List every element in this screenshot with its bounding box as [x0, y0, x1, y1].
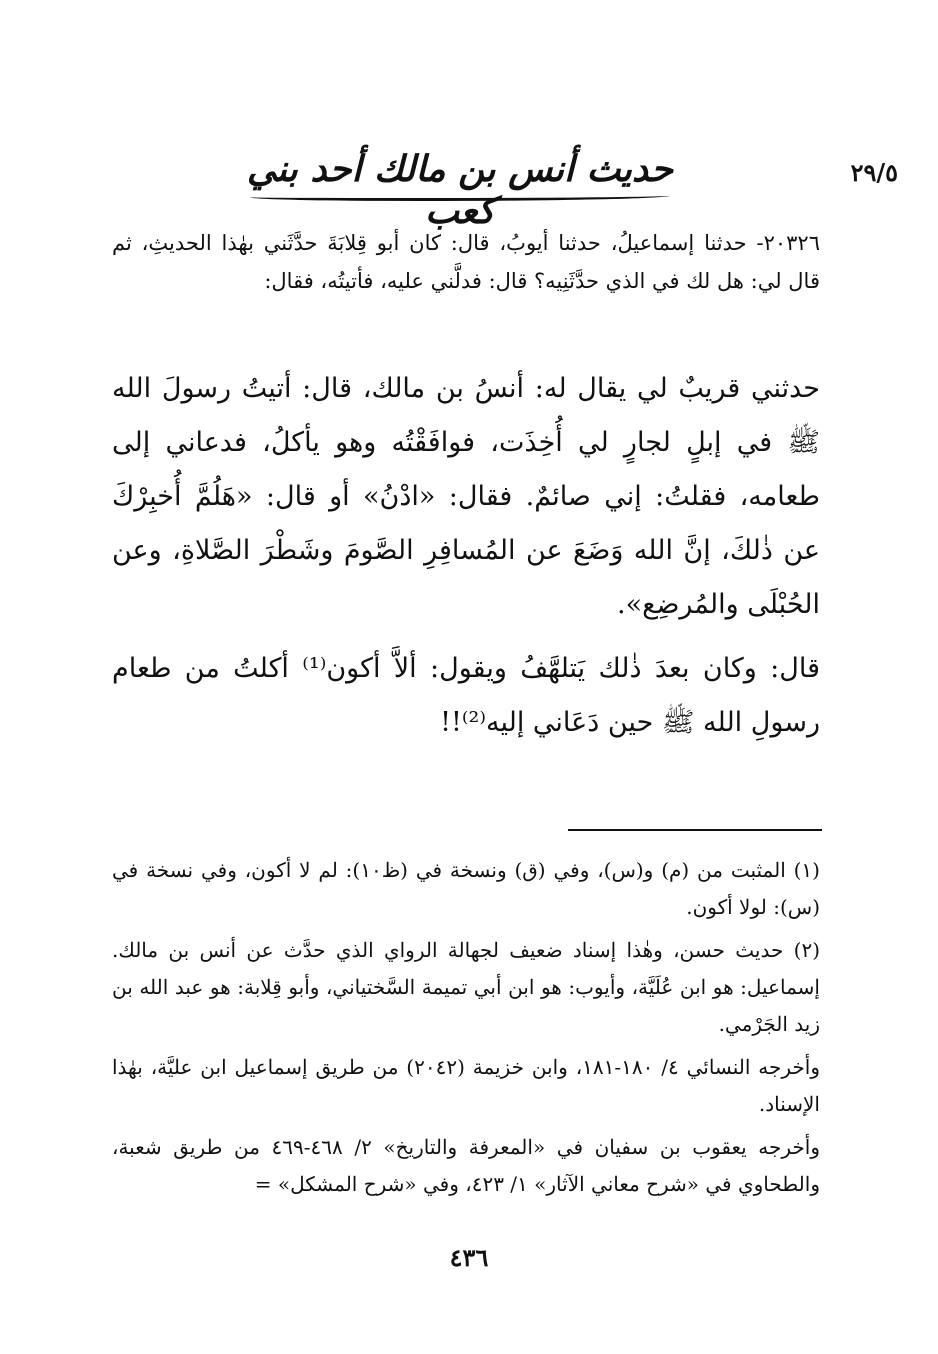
footnote-separator	[568, 829, 822, 831]
footnote: (٢) حديث حسن، وهٰذا إسناد ضعيف لجهالة الرواي الذي حدَّث عن أنس بن مالك. إسماعيل: هو ابن عُلَيَّة، وأيوب: هو ابن أبي تميمة السَّختياني، وأبو قِلابة: هو عبد الله بن زيد الجَرْمي.	[112, 938, 820, 1036]
hadith-text	[112, 362, 820, 750]
footnote: (١) المثبت من (م) و(س)، وفي (ق) ونسخة في (ظ١٠): لم لا أكون، وفي نسخة في (س): لولا أكون.	[112, 858, 820, 919]
page-number: ٤٣٦	[449, 1243, 489, 1272]
footnote: وأخرجه النسائي ٤/ ١٨٠-١٨١، وابن خزيمة (٢٠٤٢) من طريق إسماعيل ابن عليَّة، بهٰذا الإسناد.	[112, 1055, 820, 1116]
section-title: حديث أنس بن مالك أحد بني كعب	[246, 148, 674, 232]
hadith-paragraph: قال: وكان بعدَ ذٰلك يَتلهَّفُ ويقول: ألاَّ أكون⁽¹⁾ أكلتُ من طعام رسولِ الله ﷺ حين دَعَاني إليه⁽²⁾!!	[112, 653, 820, 738]
footnote: وأخرجه يعقوب بن سفيان في «المعرفة والتاريخ» ٢/ ٤٦٨-٤٦٩ من طريق شعبة، والطحاوي في «شرح معاني الآثار» ١/ ٤٢٣، وفي «شرح المشكل» =	[112, 1135, 820, 1196]
volume-page-reference: ٢٩/٥	[850, 158, 898, 187]
hadith-paragraph: حدثني قريبٌ لي يقال له: أنسُ بن مالك، قال: أتيتُ رسولَ الله ﷺ في إبلٍ لجارٍ لي أُخِذَت، فوافَقْتُه وهو يأكلُ، فدعاني إلى طعامه، فقلتُ: إني صائمٌ. فقال: «ادْنُ» أو قال: «هَلُمَّ أُخبِرْكَ عن ذٰلكَ، إنَّ الله وَضَعَ عن المُسافِرِ الصَّومَ وشَطْرَ الصَّلاةِ، وعن الحُبْلَى والمُرضِع».	[112, 373, 820, 620]
isnad-paragraph: ٢٠٣٢٦- حدثنا إسماعيلُ، حدثنا أيوبُ، قال: كان أبو قِلابَةَ حدَّثَني بهٰذا الحديثِ، ثم قال لي: هل لك في الذي حدَّثَنِيه؟ قال: فدلَّني عليه، فأتيتُه، فقال:	[112, 231, 820, 293]
footnotes	[112, 852, 820, 1203]
